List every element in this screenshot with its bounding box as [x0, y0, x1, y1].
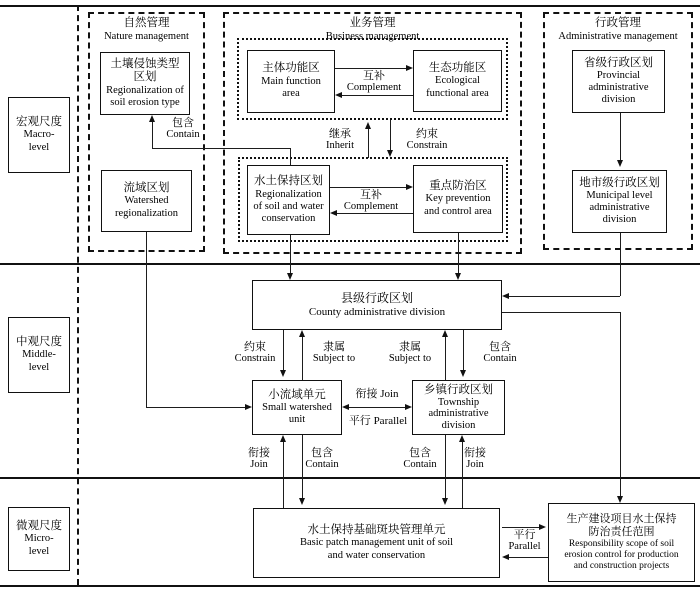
relation-zh: 包含 [311, 447, 333, 459]
connector-line [146, 407, 245, 408]
level-label-en: Macro- [23, 129, 55, 141]
band-line-bottom [0, 585, 700, 587]
connector-line [290, 148, 291, 165]
arrow-up-icon [149, 115, 155, 122]
node-line-en: division [602, 214, 637, 226]
relation-zh: 约束 [244, 341, 266, 353]
node-line-zh: 县级行政区划 [340, 291, 413, 306]
node-line-zh: 地市级行政区划 [579, 176, 660, 189]
node-line-en: soil erosion type [110, 96, 180, 108]
connector-line [509, 557, 548, 558]
arrow-down-icon [299, 498, 305, 505]
relation-zh: 包含 [172, 117, 194, 129]
arrow-down-icon [387, 150, 393, 157]
level-label-en: level [28, 545, 50, 557]
level-box-middle [8, 317, 70, 393]
arrow-left-icon [502, 293, 509, 299]
level-label-en: level [28, 141, 50, 153]
connector-line [152, 122, 153, 149]
arrow-down-icon [617, 160, 623, 167]
node-line-en: Regionalization of [106, 84, 184, 96]
arrow-up-icon [280, 435, 286, 442]
node-line-zh: 生产建设项目水土保持 [566, 512, 677, 525]
arrow-left-icon [342, 404, 349, 410]
connector-line [458, 233, 459, 273]
arrow-left-icon [502, 554, 509, 560]
level-label-zh: 宏观尺度 [16, 115, 62, 128]
relation-zh: 衔接 [355, 388, 378, 400]
connector-line [349, 407, 405, 408]
node-municipal-division [572, 170, 667, 233]
node-line-en: of soil and water [253, 200, 324, 212]
arrow-down-icon [287, 273, 293, 280]
node-line-en: unit [288, 414, 306, 426]
node-swc-regionalization [247, 165, 330, 235]
node-line-zh: 区划 [133, 71, 157, 84]
relation-zh: 互补 [360, 189, 382, 201]
connector-line [342, 95, 413, 96]
connector-line [502, 527, 539, 528]
node-key-prevention-area [413, 165, 503, 233]
node-line-en: conservation [261, 212, 316, 224]
arrow-down-icon [442, 498, 448, 505]
node-township-division [412, 380, 505, 435]
relation-label-subject-to [380, 341, 440, 365]
relation-en: Parallel [373, 415, 408, 427]
node-responsibility-scope [548, 503, 695, 582]
node-line-en: County administrative division [308, 305, 446, 318]
node-line-en: administrative [428, 408, 489, 420]
relation-label-subject-to [304, 341, 364, 365]
connector-line [335, 68, 406, 69]
level-label-en: level [28, 361, 50, 373]
node-county-division [252, 280, 502, 330]
band-line-middle-micro [0, 477, 700, 479]
relation-label-contain [156, 117, 210, 141]
relation-en: Contain [305, 459, 339, 471]
level-box-macro [8, 97, 70, 173]
connector-line [620, 312, 621, 496]
node-line-zh: 生态功能区 [428, 61, 487, 74]
connector-line [445, 337, 446, 380]
connector-line [330, 187, 406, 188]
relation-label-contain [474, 341, 526, 365]
node-line-en: Responsibility scope of soil [568, 538, 675, 549]
connector-line [290, 235, 291, 273]
connector-line [390, 120, 391, 150]
node-provincial-division [572, 50, 665, 113]
node-line-en: administrative [589, 202, 650, 214]
relation-en: Join [250, 459, 268, 471]
node-line-en: and construction projects [573, 561, 670, 572]
arrow-up-icon [365, 122, 371, 129]
relation-zh: 约束 [416, 128, 438, 140]
node-line-en: and control area [424, 205, 492, 217]
node-line-en: Key prevention [425, 193, 491, 205]
relation-en: Constrain [406, 140, 448, 152]
connector-line [283, 330, 284, 370]
node-line-en: area [282, 88, 300, 100]
group-title-en: Business management [325, 31, 420, 43]
node-line-en: Township [437, 396, 480, 408]
node-line-zh: 水土保持基础斑块管理单元 [307, 523, 446, 536]
node-line-en: Provincial [596, 70, 641, 82]
relation-zh: 平行 [513, 529, 536, 541]
node-line-en: division [441, 419, 476, 431]
band-line-macro-middle [0, 263, 700, 265]
connector-line [620, 113, 621, 160]
node-line-en: regionalization [115, 207, 178, 219]
relation-en: Complement [346, 82, 402, 94]
relation-label-constrain [400, 128, 454, 152]
connector-line [302, 337, 303, 380]
level-label-en: Middle- [22, 349, 56, 361]
arrow-up-icon [459, 435, 465, 442]
relation-zh: 隶属 [399, 341, 421, 353]
relation-zh: 继承 [329, 128, 351, 140]
relation-label-join [240, 447, 278, 471]
node-soil-erosion-regionalization [100, 52, 190, 115]
node-line-en: Basic patch management unit of soil [299, 537, 454, 549]
relation-en: Contain [403, 459, 437, 471]
node-line-en: Municipal level [586, 190, 653, 202]
column-dashed-separator [77, 5, 79, 585]
relation-en: Join [466, 459, 484, 471]
node-line-en: erosion control for production [564, 549, 679, 560]
connector-line [146, 232, 147, 408]
node-line-zh: 乡镇行政区划 [424, 383, 493, 396]
node-line-en: Main function [261, 75, 321, 87]
relation-label-parallel [500, 529, 549, 553]
relation-zh: 隶属 [323, 341, 345, 353]
node-small-watershed-unit [252, 380, 342, 435]
level-label-zh: 微观尺度 [16, 519, 62, 532]
relation-en: Inherit [326, 140, 354, 152]
connector-line [152, 148, 290, 149]
group-title-nature [90, 16, 203, 44]
relation-en: Subject to [312, 353, 356, 365]
level-label-zh: 中观尺度 [16, 335, 62, 348]
node-line-zh: 土壤侵蚀类型 [110, 58, 180, 71]
connector-line [463, 330, 464, 370]
node-main-function-area [247, 50, 335, 113]
relation-label-complement [334, 189, 408, 213]
group-title-zh: 行政管理 [595, 17, 641, 29]
node-ecological-functional-area [413, 50, 502, 112]
node-line-zh: 小流域单元 [268, 388, 326, 401]
relation-zh: 平行 [348, 415, 371, 427]
node-watershed-regionalization [101, 170, 192, 232]
relation-zh: 衔接 [248, 447, 270, 459]
node-line-en: Ecological [435, 75, 480, 87]
relation-zh: 包含 [409, 447, 431, 459]
group-title-en: Nature management [104, 31, 189, 43]
node-line-en: functional area [426, 87, 489, 99]
connector-line [283, 442, 284, 508]
arrow-down-icon [617, 496, 623, 503]
group-title-admin [545, 16, 691, 44]
relation-en: Contain [483, 353, 517, 365]
level-label-en: Micro- [24, 533, 54, 545]
node-line-zh: 流域区划 [123, 181, 170, 194]
relation-label-inherit [316, 128, 364, 152]
relation-label-parallel [338, 415, 418, 427]
relation-label-constrain [228, 341, 282, 365]
node-line-zh: 主体功能区 [262, 62, 320, 74]
node-line-en: Regionalization [255, 188, 322, 200]
relation-zh: 衔接 [464, 447, 486, 459]
relation-en: Parallel [508, 541, 541, 553]
node-line-zh: 防治责任范围 [588, 525, 655, 538]
relation-label-complement [338, 70, 410, 94]
relation-en: Contain [166, 129, 200, 141]
node-line-zh: 省级行政区划 [584, 56, 653, 69]
node-line-zh: 水土保持区划 [254, 175, 323, 188]
node-basic-patch-unit [253, 508, 500, 578]
node-line-en: administrative [588, 82, 649, 94]
arrow-right-icon [245, 404, 252, 410]
group-title-en: Administrative management [558, 31, 678, 43]
arrow-right-icon [405, 404, 412, 410]
group-title-zh: 自然管理 [123, 17, 170, 29]
node-line-en: and water conservation [327, 549, 426, 561]
group-title-zh: 业务管理 [349, 17, 396, 29]
relation-label-join [343, 388, 411, 400]
relation-label-contain [394, 447, 446, 471]
relation-en: Join [380, 388, 399, 400]
node-line-en: Small watershed [262, 402, 332, 414]
arrow-down-icon [280, 370, 286, 377]
band-line-top [0, 5, 700, 7]
node-line-zh: 重点防治区 [429, 179, 487, 192]
relation-label-contain [296, 447, 348, 471]
relation-en: Complement [343, 201, 399, 213]
arrow-down-icon [460, 370, 466, 377]
relation-en: Constrain [234, 353, 276, 365]
arrow-up-icon [299, 330, 305, 337]
arrow-up-icon [442, 330, 448, 337]
relation-label-join [456, 447, 494, 471]
level-box-micro [8, 507, 70, 571]
relation-zh: 互补 [363, 70, 385, 82]
connector-line [509, 296, 620, 297]
arrow-down-icon [455, 273, 461, 280]
relation-en: Subject to [388, 353, 432, 365]
connector-line [368, 129, 369, 158]
connector-line [620, 233, 621, 296]
node-line-en: Watershed [124, 195, 169, 207]
connector-line [337, 213, 413, 214]
connector-line [502, 312, 620, 313]
node-line-en: division [601, 94, 636, 106]
relation-zh: 包含 [489, 341, 511, 353]
